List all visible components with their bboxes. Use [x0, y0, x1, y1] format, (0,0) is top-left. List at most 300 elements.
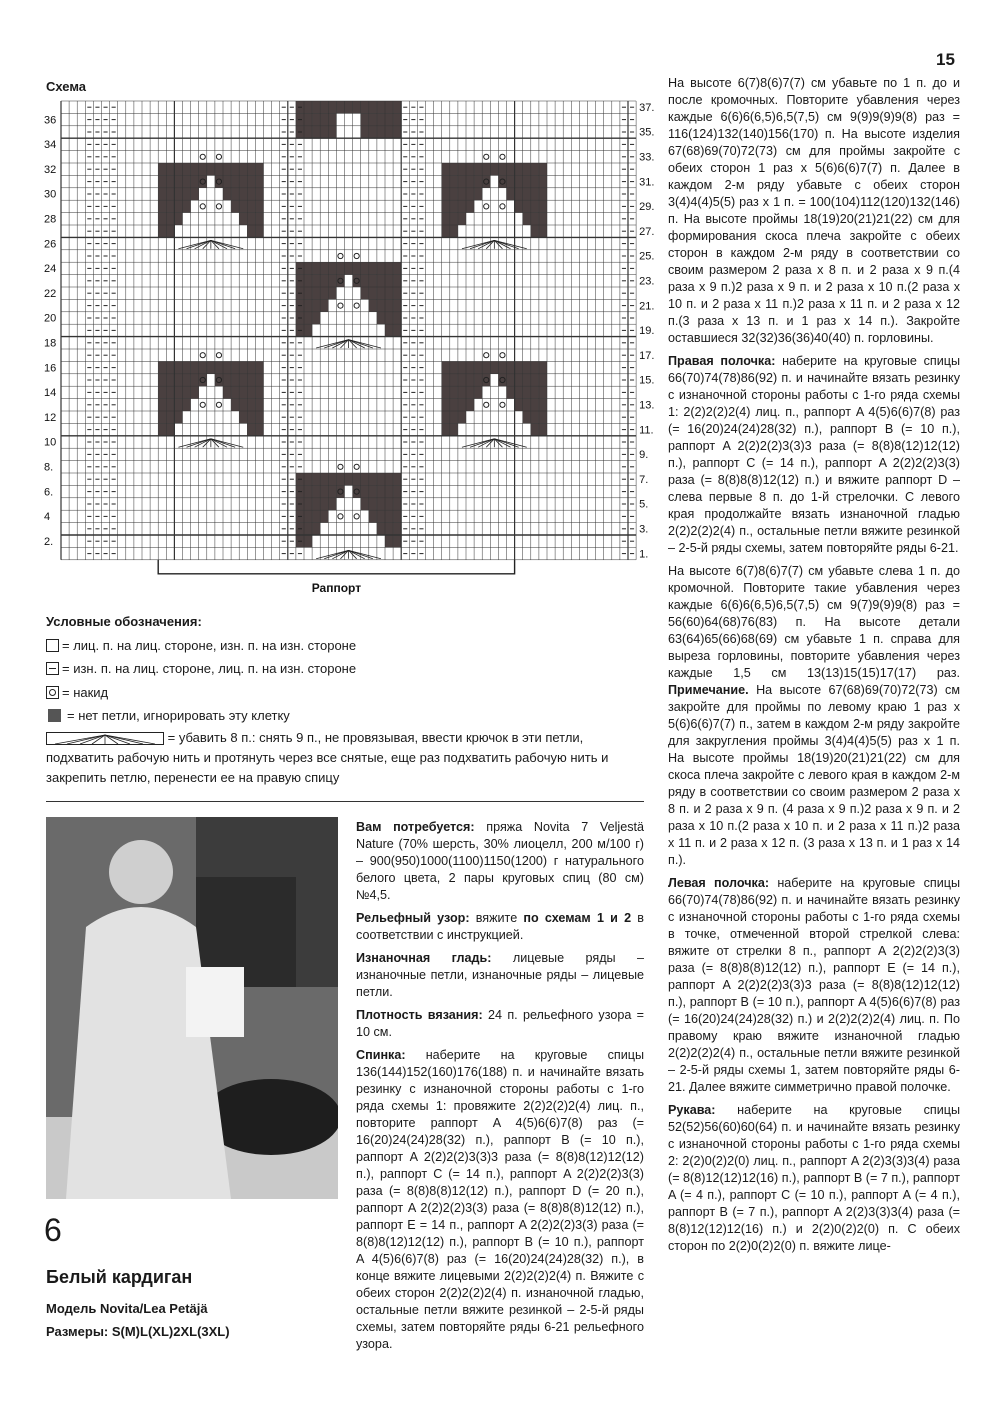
right-row-number: 29.: [639, 201, 655, 214]
right-row-number: 13.: [639, 399, 655, 412]
instructions-right-column: [668, 75, 960, 1261]
no-stitch-cell: [304, 287, 312, 299]
no-stitch-cell: [442, 225, 450, 237]
yarnover-mark: [484, 204, 489, 209]
no-stitch-cell: [320, 275, 328, 287]
no-stitch-cell: [442, 200, 450, 212]
no-stitch-cell: [539, 163, 547, 175]
no-stitch-cell: [320, 262, 328, 274]
no-stitch-cell: [320, 287, 328, 299]
no-stitch-cell: [174, 175, 182, 187]
no-stitch-cell: [466, 163, 474, 175]
no-stitch-cell: [531, 361, 539, 373]
no-stitch-cell: [255, 225, 263, 237]
no-stitch-cell: [304, 510, 312, 522]
no-stitch-cell: [515, 175, 523, 187]
no-stitch-cell: [442, 399, 450, 411]
no-stitch-cell: [223, 374, 231, 386]
no-stitch-cell: [183, 386, 191, 398]
no-stitch-cell: [207, 361, 215, 373]
left-row-number: 32: [44, 163, 57, 176]
no-stitch-cell: [377, 498, 385, 510]
no-stitch-cell: [474, 188, 482, 200]
no-stitch-cell: [507, 361, 515, 373]
no-stitch-cell: [215, 361, 223, 373]
no-stitch-cell: [458, 200, 466, 212]
no-stitch-cell: [183, 374, 191, 386]
no-stitch-cell: [498, 361, 506, 373]
no-stitch-cell: [531, 175, 539, 187]
no-stitch-cell: [320, 510, 328, 522]
no-stitch-cell: [523, 399, 531, 411]
no-stitch-cell: [320, 126, 328, 138]
yarnover-mark: [354, 253, 359, 258]
no-stitch-cell: [255, 188, 263, 200]
model-photo: [46, 817, 338, 1199]
no-stitch-cell: [304, 523, 312, 535]
no-stitch-cell: [158, 411, 166, 423]
no-stitch-cell: [458, 361, 466, 373]
no-stitch-cell: [539, 188, 547, 200]
no-stitch-cell: [231, 374, 239, 386]
sleeve-paragraph: Рукава: наберите на круговые спицы 52(52)56(60)60(64) п. и начинайте вязать резинку с изнаночной стороны работы с 1-го ряда схемы 2: 2(2)0(2)2(0) лиц. п., раппорт A 2(2)3(3)3(4) раза (= 8(8)12(12)12(16) п.), раппорт B (= 7 п.), раппорт A (= 4 п.), раппорт C (= 10 п.), раппорт A (= 4 п.), раппорт B (= 7 п.), раппорт A 2(2)3(3)3(4) раза (= 8(8)12(12)12(16) п.) и 2(2)0(2)2(0) п. С обеих сторон по 2(2)0(2)2(0) п. вяжите лице-: [668, 1103, 961, 1253]
no-stitch-cell: [539, 399, 547, 411]
no-stitch-cell: [328, 473, 336, 485]
no-stitch-cell: [539, 361, 547, 373]
no-stitch-cell: [328, 485, 336, 497]
no-stitch-cell: [523, 361, 531, 373]
no-stitch-cell: [255, 386, 263, 398]
no-stitch-cell: [345, 473, 353, 485]
no-stitch-cell: [174, 386, 182, 398]
no-stitch-cell: [312, 299, 320, 311]
yarnover-mark: [216, 154, 221, 159]
no-stitch-cell: [523, 163, 531, 175]
yarnover-mark: [200, 204, 205, 209]
no-stitch-cell: [223, 361, 231, 373]
model-sizes: Размеры: S(M)L(XL)2XL(3XL): [46, 1324, 230, 1339]
no-stitch-cell: [450, 163, 458, 175]
no-stitch-cell: [320, 101, 328, 113]
no-stitch-cell: [158, 200, 166, 212]
no-stitch-cell: [393, 275, 401, 287]
no-stitch-cell: [523, 411, 531, 423]
no-stitch-cell: [215, 163, 223, 175]
right-row-number: 19.: [639, 325, 655, 338]
no-stitch-cell: [239, 374, 247, 386]
no-stitch-cell: [385, 312, 393, 324]
no-stitch-cell: [183, 200, 191, 212]
right-row-number: 37.: [639, 101, 655, 114]
no-stitch-cell: [166, 386, 174, 398]
no-stitch-cell: [247, 411, 255, 423]
no-stitch-cell: [369, 485, 377, 497]
no-stitch-cell: [255, 374, 263, 386]
density-paragraph: Плотность вязания: 24 п. рельефного узора = 10 см.: [356, 1008, 644, 1039]
no-stitch-cell: [304, 324, 312, 336]
yarnover-mark: [338, 253, 343, 258]
yarnover-mark: [200, 154, 205, 159]
no-stitch-cell: [523, 386, 531, 398]
no-stitch-cell: [482, 163, 490, 175]
no-stitch-cell: [515, 361, 523, 373]
no-stitch-cell: [158, 374, 166, 386]
no-stitch-cell: [247, 213, 255, 225]
no-stitch-cell: [312, 498, 320, 510]
no-stitch-cell: [393, 324, 401, 336]
no-stitch-cell: [531, 386, 539, 398]
no-stitch-cell: [450, 423, 458, 435]
empty-square-icon: [46, 639, 59, 652]
fan-decrease-icon: [46, 732, 164, 745]
no-stitch-cell: [466, 188, 474, 200]
no-stitch-cell: [377, 262, 385, 274]
yarnover-mark: [354, 514, 359, 519]
no-stitch-cell: [458, 411, 466, 423]
no-stitch-cell: [174, 374, 182, 386]
no-stitch-cell: [482, 361, 490, 373]
no-stitch-cell: [385, 498, 393, 510]
no-stitch-cell: [174, 361, 182, 373]
model-title: Белый кардиган: [46, 1267, 193, 1287]
no-stitch-cell: [377, 299, 385, 311]
no-stitch-cell: [361, 275, 369, 287]
no-stitch-cell: [191, 361, 199, 373]
yarnover-mark: [500, 154, 505, 159]
no-stitch-cell: [466, 386, 474, 398]
right-front-continued-paragraph: На высоте 6(7)8(6)7(7) см убавьте слева 1 п. до кромочной. Повторите такие убавления через каждые 6(6)6(6,5)6,5(7,5) см 9(7)9(9)9(8) раз = 56(60)64(68)76(83) п. На высоте детали 63(64)65(66)68(69) см убавьте 1 п. справа для выреза горловины, повторите убавления через каждые 1,5 см 13(13)15(15)17(17) раз. Примечание. На высоте 67(68)69(70)72(73) см закройте для проймы по левому краю 1 раз х 5(6)6(6)7(7) п., затем в каждом 2-м ряду закройте для закругления проймы 3(4)4(4)5(5) раз х 1 п. На высоте проймы 18(19)20(21)21(22) см для скоса плеча закройте с левого края в каждом 2-м ряду в соответствии со своим размером 2 раза х 8 п. и 2 раза х 9 п. (4 раза х 9 п.)2 раза х 9 п. и 2 раза х 10 п.(2 раза х 10 п. и 2 раза х 11 п.)2 раза х 11 п. и 2 раза х 12 п. (3 раза х 13 п. и 1 раз х 14 п.).: [668, 564, 960, 867]
no-stitch-cell: [166, 423, 174, 435]
fan-decrease-mark: [195, 240, 211, 248]
no-stitch-cell: [385, 287, 393, 299]
no-stitch-cell: [239, 175, 247, 187]
no-stitch-cell: [304, 113, 312, 125]
no-stitch-cell: [166, 399, 174, 411]
no-stitch-cell: [385, 473, 393, 485]
no-stitch-cell: [442, 188, 450, 200]
no-stitch-cell: [458, 374, 466, 386]
no-stitch-cell: [393, 312, 401, 324]
no-stitch-cell: [158, 225, 166, 237]
no-stitch-cell: [174, 411, 182, 423]
left-row-number: 20: [44, 312, 57, 325]
rapport-label: Раппорт: [311, 580, 362, 595]
no-stitch-cell: [539, 411, 547, 423]
no-stitch-cell: [304, 498, 312, 510]
no-stitch-cell: [385, 510, 393, 522]
no-stitch-cell: [158, 423, 166, 435]
right-row-number: 7.: [639, 473, 649, 486]
no-stitch-cell: [312, 287, 320, 299]
no-stitch-cell: [458, 163, 466, 175]
no-stitch-cell: [385, 299, 393, 311]
no-stitch-cell: [328, 101, 336, 113]
no-stitch-cell: [507, 175, 515, 187]
no-stitch-cell: [474, 374, 482, 386]
no-stitch-cell: [199, 361, 207, 373]
rapport-bracket: [158, 560, 514, 574]
no-stitch-cell: [231, 163, 239, 175]
no-stitch-cell: [312, 113, 320, 125]
no-stitch-cell: [247, 399, 255, 411]
no-stitch-cell: [320, 485, 328, 497]
no-stitch-cell: [393, 299, 401, 311]
left-row-number: 6.: [44, 486, 54, 499]
yarnover-mark: [216, 402, 221, 407]
no-stitch-cell: [231, 386, 239, 398]
no-stitch-cell: [474, 361, 482, 373]
yarnover-mark: [338, 464, 343, 469]
no-stitch-cell: [523, 374, 531, 386]
no-stitch-cell: [328, 287, 336, 299]
materials-paragraph: Вам потребуется: пряжа Novita 7 Veljestä Nature (70% шерсть, 30% лиоцелл, 200 м/100 г) – 900(950)1000(1100)1150(1200) г натурального белого цвета, 2 пары круговых спиц (80 см) №4,5.: [356, 820, 645, 902]
no-stitch-cell: [174, 163, 182, 175]
no-stitch-cell: [385, 535, 393, 547]
no-stitch-cell: [369, 275, 377, 287]
no-stitch-cell: [531, 374, 539, 386]
no-stitch-cell: [166, 175, 174, 187]
yarnover-mark: [354, 303, 359, 308]
no-stitch-cell: [385, 126, 393, 138]
no-stitch-cell: [247, 361, 255, 373]
no-stitch-cell: [336, 473, 344, 485]
no-stitch-cell: [158, 386, 166, 398]
legend-item-knit: = лиц. п. на лиц. стороне, изн. п. на изн. стороне: [46, 634, 646, 658]
yarnover-mark: [338, 303, 343, 308]
yarnover-mark: [500, 353, 505, 358]
no-stitch-cell: [385, 101, 393, 113]
right-front-paragraph: Правая полочка: наберите на круговые спицы 66(70)74(78)86(92) п. и начинайте вязать резинку с изнаночной стороны работы с 1-го ряда схемы 1: 2(2)2(2)2(4) лиц. п., раппорт A 4(5)6(6)7(8) раз (= 16(20)24(24)28(32) п.), раппорт B (= 10 п.), раппорт A 2(2)2(2)3(3)3 раза (= 8(8)8(12)12(12) п.), раппорт C (= 14 п.), раппорт A 2(2)2(2)3(3) раза (= 8(8)8(8)12(12) п.) и вяжите раппорт D – слева первые 8 п. до 1-й стрелочки. С левого края продолжайте вязать изнаночной гладью 2(2)2(2)2(4) п., остальные петли вяжите резинкой – 2-5-й ряды схемы, затем повторяйте ряды 6-21.: [668, 354, 961, 555]
no-stitch-cell: [320, 473, 328, 485]
circle-square-icon: [46, 686, 59, 699]
no-stitch-cell: [369, 510, 377, 522]
left-front-paragraph: Левая полочка: наберите на круговые спицы 66(70)74(78)86(92) п. и начинайте вязать резинку с изнаночной стороны работы с 1-го ряда схемы в точке, отмеченной второй стрелкой слева: вяжите от стрелки 8 п., раппорт A 2(2)2(2)3(3) раза (= 8(8)8(8)12(12) п.), раппорт E (= 14 п.), раппорт A 2(2)2(2)3(3)3 раза (= 8(8)8(12)12(12) п.), раппорт B (= 10 п.), раппорт A 4(5)6(6)7(8) раз (= 16(20)24(24)28(32) п.) и 2(2)2(2)2(4) лиц. п. По правому краю вяжите изнаночной гладью 2(2)2(2)2(4) п., остальные петли вяжите резинкой – 2-5-й ряды схемы 1, затем повторяйте ряды 6-21. Далее вяжите симметрично правой полочке.: [668, 876, 960, 1094]
no-stitch-cell: [353, 101, 361, 113]
no-stitch-cell: [312, 262, 320, 274]
no-stitch-cell: [377, 126, 385, 138]
no-stitch-cell: [450, 386, 458, 398]
no-stitch-cell: [361, 126, 369, 138]
yarnover-mark: [200, 353, 205, 358]
no-stitch-cell: [239, 361, 247, 373]
left-row-number: 34: [44, 139, 57, 152]
no-stitch-cell: [320, 498, 328, 510]
no-stitch-cell: [183, 188, 191, 200]
no-stitch-cell: [377, 113, 385, 125]
no-stitch-cell: [353, 473, 361, 485]
fan-decrease-mark: [494, 240, 526, 248]
no-stitch-cell: [255, 361, 263, 373]
knitting-chart: [36, 96, 670, 596]
no-stitch-cell: [183, 399, 191, 411]
no-stitch-cell: [466, 399, 474, 411]
no-stitch-cell: [247, 423, 255, 435]
no-stitch-cell: [442, 374, 450, 386]
fan-decrease-mark: [494, 439, 526, 447]
no-stitch-cell: [361, 101, 369, 113]
yarnover-mark: [338, 514, 343, 519]
no-stitch-cell: [166, 361, 174, 373]
no-stitch-cell: [255, 175, 263, 187]
no-stitch-cell: [458, 175, 466, 187]
right-row-number: 17.: [639, 349, 655, 362]
no-stitch-cell: [531, 225, 539, 237]
left-row-number: 28: [44, 213, 57, 226]
schema-title: Схема: [46, 79, 87, 94]
no-stitch-cell: [199, 163, 207, 175]
no-stitch-cell: [442, 423, 450, 435]
no-stitch-cell: [174, 188, 182, 200]
no-stitch-cell: [466, 361, 474, 373]
no-stitch-cell: [166, 374, 174, 386]
no-stitch-cell: [377, 473, 385, 485]
no-stitch-cell: [166, 188, 174, 200]
no-stitch-cell: [369, 299, 377, 311]
no-stitch-cell: [320, 299, 328, 311]
yarnover-mark: [500, 204, 505, 209]
no-stitch-cell: [255, 423, 263, 435]
no-stitch-cell: [369, 126, 377, 138]
no-stitch-cell: [247, 374, 255, 386]
no-stitch-cell: [539, 374, 547, 386]
no-stitch-cell: [255, 200, 263, 212]
no-stitch-cell: [183, 361, 191, 373]
no-stitch-cell: [361, 498, 369, 510]
page-number: 15: [936, 50, 955, 69]
no-stitch-cell: [158, 163, 166, 175]
no-stitch-cell: [312, 473, 320, 485]
no-stitch-cell: [328, 275, 336, 287]
no-stitch-cell: [239, 213, 247, 225]
no-stitch-cell: [507, 386, 515, 398]
no-stitch-cell: [174, 399, 182, 411]
no-stitch-cell: [523, 175, 531, 187]
yarnover-mark: [354, 464, 359, 469]
no-stitch-cell: [223, 163, 231, 175]
no-stitch-cell: [385, 523, 393, 535]
right-row-number: 9.: [639, 449, 649, 462]
no-stitch-cell: [328, 498, 336, 510]
no-stitch-cell: [304, 535, 312, 547]
no-stitch-cell: [369, 473, 377, 485]
no-stitch-cell: [393, 498, 401, 510]
left-row-number: 10: [44, 436, 57, 449]
no-stitch-cell: [539, 200, 547, 212]
no-stitch-cell: [312, 101, 320, 113]
no-stitch-cell: [458, 386, 466, 398]
no-stitch-cell: [377, 287, 385, 299]
no-stitch-cell: [385, 262, 393, 274]
no-stitch-cell: [377, 101, 385, 113]
no-stitch-cell: [393, 535, 401, 547]
left-row-number: 22: [44, 287, 57, 300]
model-number: 6: [44, 1212, 62, 1248]
back-paragraph: Спинка: наберите на круговые спицы 136(144)152(160)176(188) п. и начинайте вязать резинку с изнаночной стороны работы с 1-го ряда схемы 1: провяжите 2(2)2(2)2(4) лиц. п., повторите раппорт A 4(5)6(6)7(8) раз (= 16(20)24(24)28(32) п.), раппорт B (= 10 п.), раппорт A 2(2)2(2)3(3)3 раза (= 8(8)8(12)12(12) п.), раппорт C (= 14 п.), раппорт A 2(2)2(2)3(3) раза (= 8(8)8(8)12(12) п.), раппорт D (= 20 п.), раппорт A 2(2)2(2)3(3) раза (= 8(8)8(8)12(12) п.), раппорт E = 14 п., раппорт A 2(2)2(2)3(3) раза (= 8(8)8(12)12(12) п.), раппорт B (= 10 п.), раппорт A 4(5)6(6)7(8) раз (= 16(20)24(24)28(32) п.), в конце вяжите лицевыми 2(2)2(2)2(4) п. Вяжите с обеих сторон 2(2)2(2)2(4) п. изнаночной гладью, остальные петли вяжите резинкой – 2-5-й ряды схемы, затем повторяйте ряды 6-21 рельефного узора.: [356, 1048, 644, 1351]
no-stitch-cell: [239, 411, 247, 423]
right-row-number: 3.: [639, 523, 649, 536]
no-stitch-cell: [466, 200, 474, 212]
left-row-number: 36: [44, 114, 57, 127]
yarnover-mark: [484, 353, 489, 358]
no-stitch-cell: [328, 113, 336, 125]
no-stitch-cell: [158, 213, 166, 225]
no-stitch-cell: [158, 399, 166, 411]
no-stitch-cell: [442, 175, 450, 187]
no-stitch-cell: [458, 188, 466, 200]
no-stitch-cell: [393, 262, 401, 274]
no-stitch-cell: [231, 175, 239, 187]
no-stitch-cell: [239, 399, 247, 411]
no-stitch-cell: [507, 163, 515, 175]
fan-decrease-mark: [349, 340, 381, 348]
no-stitch-cell: [385, 275, 393, 287]
no-stitch-cell: [531, 163, 539, 175]
left-row-number: 18: [44, 337, 57, 350]
no-stitch-cell: [474, 175, 482, 187]
no-stitch-cell: [312, 523, 320, 535]
right-row-number: 11.: [639, 424, 654, 437]
right-row-number: 31.: [639, 176, 655, 189]
no-stitch-cell: [531, 213, 539, 225]
right-row-number: 35.: [639, 126, 655, 139]
no-stitch-cell: [515, 386, 523, 398]
left-row-number: 30: [44, 188, 57, 201]
no-stitch-cell: [207, 163, 215, 175]
no-stitch-cell: [466, 175, 474, 187]
no-stitch-cell: [191, 386, 199, 398]
no-stitch-cell: [458, 213, 466, 225]
model-subtitle: Модель Novita/Lea Petäjä: [46, 1301, 208, 1316]
no-stitch-cell: [166, 213, 174, 225]
no-stitch-cell: [490, 361, 498, 373]
no-stitch-cell: [312, 510, 320, 522]
no-stitch-cell: [523, 188, 531, 200]
no-stitch-cell: [336, 262, 344, 274]
no-stitch-cell: [377, 312, 385, 324]
no-stitch-cell: [393, 287, 401, 299]
no-stitch-cell: [393, 473, 401, 485]
left-row-number: 16: [44, 362, 57, 375]
no-stitch-cell: [450, 374, 458, 386]
no-stitch-cell: [369, 287, 377, 299]
no-stitch-cell: [247, 200, 255, 212]
right-row-number: 1.: [639, 548, 649, 561]
no-stitch-cell: [377, 485, 385, 497]
no-stitch-cell: [393, 101, 401, 113]
right-row-number: 5.: [639, 498, 649, 511]
no-stitch-cell: [166, 411, 174, 423]
no-stitch-cell: [247, 225, 255, 237]
fan-decrease-mark: [478, 240, 494, 248]
no-stitch-cell: [515, 200, 523, 212]
no-stitch-cell: [385, 113, 393, 125]
no-stitch-cell: [304, 126, 312, 138]
left-row-number: 12: [44, 411, 57, 424]
relief-paragraph: Рельефный узор: вяжите по схемам 1 и 2 в соответствии с инструкцией.: [356, 911, 644, 942]
no-stitch-cell: [474, 386, 482, 398]
no-stitch-cell: [223, 175, 231, 187]
no-stitch-cell: [174, 200, 182, 212]
no-stitch-cell: [312, 485, 320, 497]
left-row-number: 8.: [44, 461, 54, 474]
section-divider: [46, 801, 644, 802]
no-stitch-cell: [166, 200, 174, 212]
fan-decrease-mark: [211, 439, 243, 447]
no-stitch-cell: [442, 386, 450, 398]
no-stitch-cell: [231, 188, 239, 200]
no-stitch-cell: [377, 275, 385, 287]
no-stitch-cell: [515, 399, 523, 411]
